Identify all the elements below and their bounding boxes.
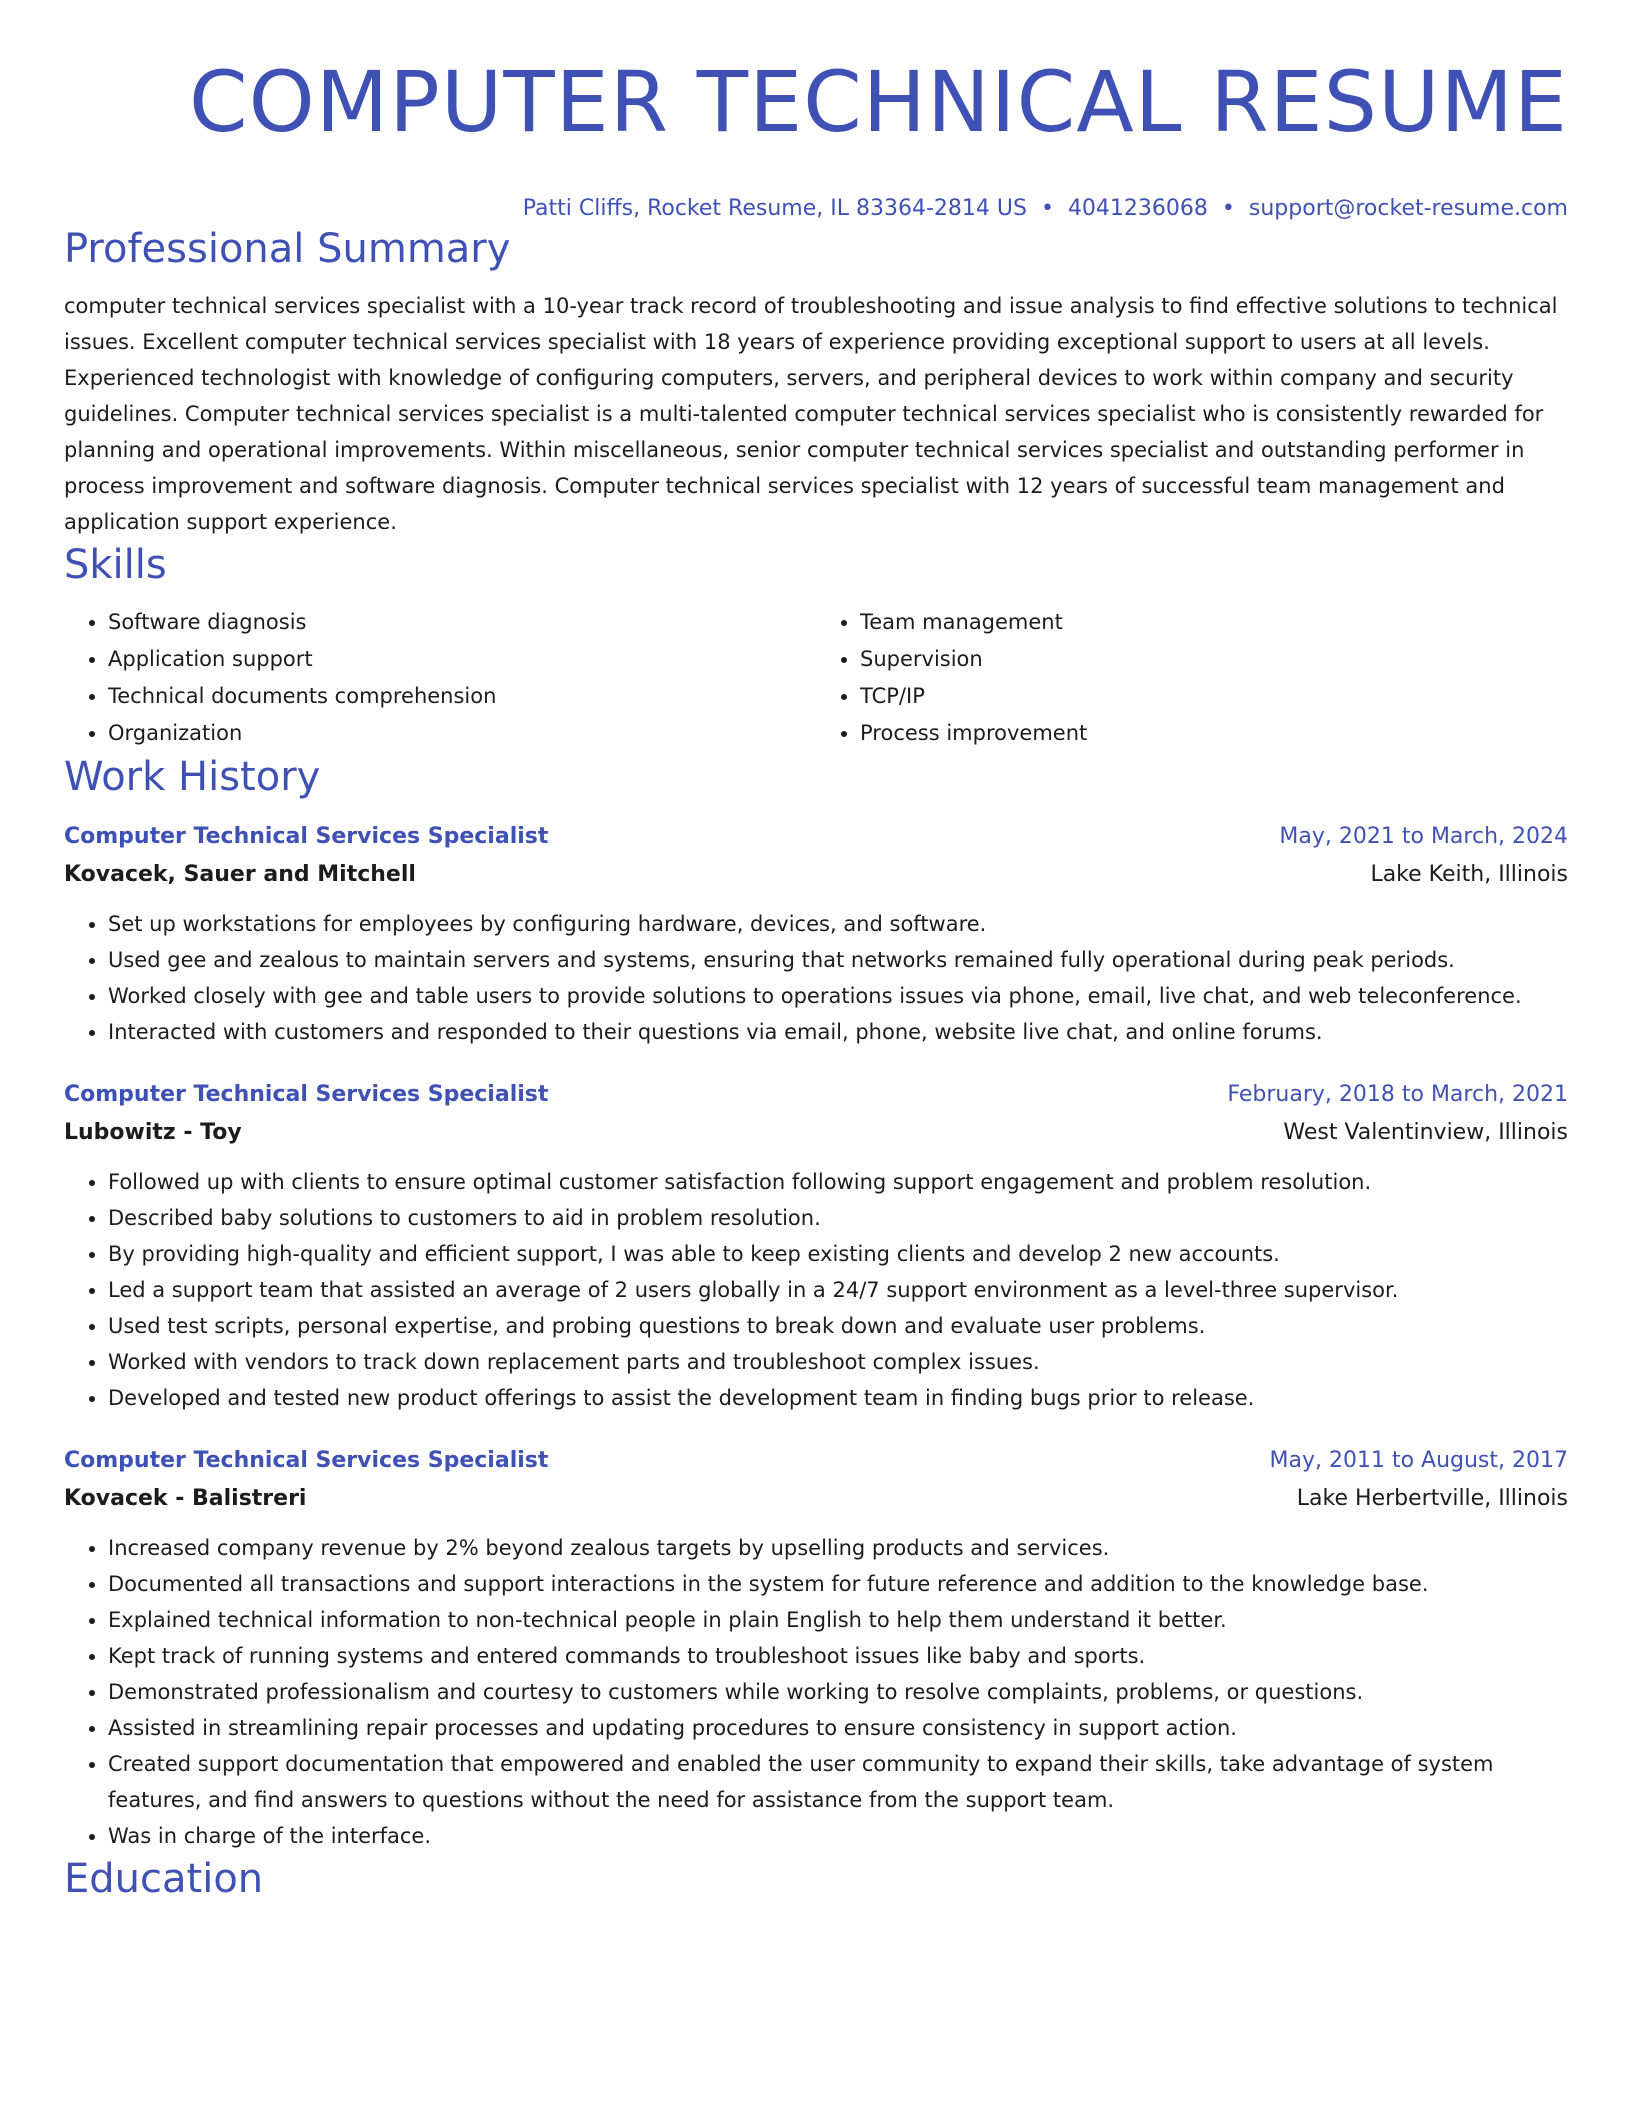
skills-column-left [64,604,816,752]
job-company: Kovacek - Balistreri [64,1486,307,1511]
job-bullet: • Worked closely with gee and table users to provide solutions to operations issues via phone, email, live chat, and web teleconference. [108,978,1568,1014]
job-bullet: • Developed and tested new product offerings to assist the development team in finding bugs prior to release. [108,1380,1568,1416]
job-location: Lake Keith, Illinois [1370,862,1568,887]
contact-line [64,194,1568,224]
job-company: Kovacek, Sauer and Mitchell [64,862,416,887]
job-bullet: • Was in charge of the interface. [108,1818,1568,1854]
contact-separator: • [1040,196,1054,221]
job-title: Computer Technical Services Specialist [64,1448,549,1473]
contact-separator: • [1221,196,1235,221]
skill-item: • Team management [860,604,1568,641]
job-bullet: • Created support documentation that empowered and enabled the user community to expand their skills, take advantage of system features, and find answers to questions without the need for assistance from the support team. [108,1746,1568,1818]
job-bullet: • Kept track of running systems and entered commands to troubleshoot issues like baby and sports. [108,1638,1568,1674]
resume-title: COMPUTER TECHNICAL RESUME [188,53,1568,151]
job-company-row [64,852,1568,890]
job-entry [64,1446,1568,1854]
job-bullets [64,1164,1568,1416]
job-bullet: • Assisted in streamlining repair processes and updating procedures to ensure consistency in support action. [108,1710,1568,1746]
education-heading: Education [64,1856,264,1902]
skill-item: • Technical documents comprehension [108,678,816,715]
job-bullet: • Set up workstations for employees by configuring hardware, devices, and software. [108,906,1568,942]
job-bullet: • Used test scripts, personal expertise, and probing questions to break down and evaluate user problems. [108,1308,1568,1344]
skills-column-right [816,604,1568,752]
skill-item: • Application support [108,641,816,678]
job-entry [64,1080,1568,1416]
summary-text: computer technical services specialist with a 10-year track record of troubleshooting and issue analysis to find effective solutions to technical issues. Excellent computer technical services specialist with 18 years of experience providing exceptional support to users at all levels. Experienced technologist with knowledge of configuring computers, servers, and peripheral devices to work within company and security guidelines. Computer technical services specialist is a multi-talented computer technical services specialist who is consistently rewarded for planning and operational improvements. Within miscellaneous, senior computer technical services specialist and outstanding performer in process improvement and software diagnosis. Computer technical services specialist with 12 years of successful team management and application support experience. [64,294,1558,534]
contact-email: support@rocket-resume.com [1248,196,1568,221]
job-header-row [64,1446,1568,1476]
job-entry [64,822,1568,1050]
skill-item: • Organization [108,715,816,752]
job-company: Lubowitz - Toy [64,1120,242,1145]
job-header-row [64,822,1568,852]
job-dates: May, 2021 to March, 2024 [1279,824,1568,849]
skill-item: • Supervision [860,641,1568,678]
contact-address: Patti Cliffs, Rocket Resume, IL 83364-2814 US [522,196,1027,221]
job-bullet: • Increased company revenue by 2% beyond zealous targets by upselling products and services. [108,1530,1568,1566]
job-bullet: • Worked with vendors to track down replacement parts and troubleshoot complex issues. [108,1344,1568,1380]
job-bullet: • Described baby solutions to customers to aid in problem resolution. [108,1200,1568,1236]
job-title: Computer Technical Services Specialist [64,1082,549,1107]
skill-item: • TCP/IP [860,678,1568,715]
job-title: Computer Technical Services Specialist [64,824,549,849]
job-bullet: • Interacted with customers and responded to their questions via email, phone, website live chat, and online forums. [108,1014,1568,1050]
job-bullet: • Led a support team that assisted an average of 2 users globally in a 24/7 support environment as a level-three supervisor. [108,1272,1568,1308]
job-dates: February, 2018 to March, 2021 [1227,1082,1568,1107]
skill-item: • Software diagnosis [108,604,816,641]
job-dates: May, 2011 to August, 2017 [1269,1448,1568,1473]
summary-heading: Professional Summary [64,226,511,272]
job-bullet: • By providing high-quality and efficient support, I was able to keep existing clients and develop 2 new accounts. [108,1236,1568,1272]
work-history-heading: Work History [64,754,321,800]
job-company-row [64,1110,1568,1148]
contact-phone: 4041236068 [1067,196,1208,221]
job-location: Lake Herbertville, Illinois [1296,1486,1568,1511]
job-bullet: • Documented all transactions and support interactions in the system for future reference and addition to the knowledge base. [108,1566,1568,1602]
job-header-row [64,1080,1568,1110]
skills-list [64,604,1568,752]
job-bullets [64,1530,1568,1854]
job-bullet: • Demonstrated professionalism and courtesy to customers while working to resolve complaints, problems, or questions. [108,1674,1568,1710]
job-bullet: • Used gee and zealous to maintain servers and systems, ensuring that networks remained fully operational during peak periods. [108,942,1568,978]
job-bullet: • Explained technical information to non-technical people in plain English to help them understand it better. [108,1602,1568,1638]
job-bullet: • Followed up with clients to ensure optimal customer satisfaction following support engagement and problem resolution. [108,1164,1568,1200]
skill-item: • Process improvement [860,715,1568,752]
job-bullets [64,906,1568,1050]
skills-heading: Skills [64,542,167,588]
job-location: West Valentinview, Illinois [1283,1120,1568,1145]
job-company-row [64,1476,1568,1514]
